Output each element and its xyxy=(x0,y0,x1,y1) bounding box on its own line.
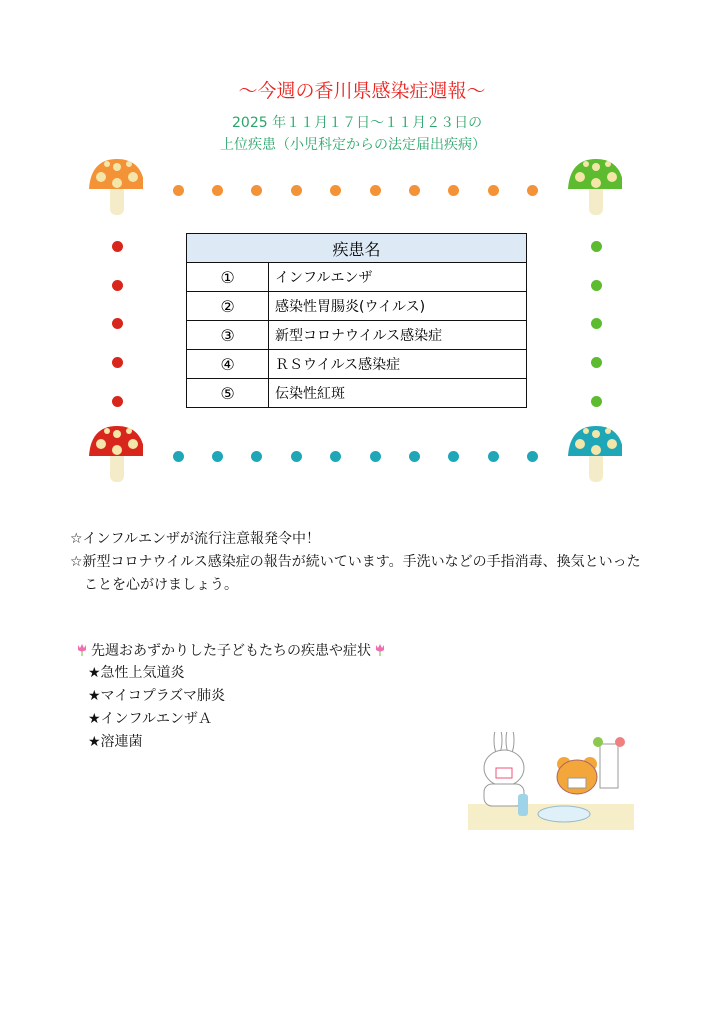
frame-dot xyxy=(591,241,602,252)
disease: 伝染性紅斑 xyxy=(269,379,527,408)
frame-dot xyxy=(591,396,602,407)
frame-dot xyxy=(409,185,420,196)
frame-dot xyxy=(591,318,602,329)
frame-dot xyxy=(173,185,184,196)
frame-dot xyxy=(409,451,420,462)
symptom-item: ★マイコプラズマ肺炎 xyxy=(88,688,226,704)
frame-dot xyxy=(291,451,302,462)
frame-dot xyxy=(591,280,602,291)
table-row xyxy=(187,321,527,350)
mushroom-icon xyxy=(87,424,143,484)
tulip-icon xyxy=(374,643,386,657)
frame-dot xyxy=(291,185,302,196)
frame-dot xyxy=(448,451,459,462)
notice-influenza: ☆インフルエンザが流行注意報発令中！ xyxy=(70,531,320,547)
frame-dot xyxy=(330,451,341,462)
frame-dot xyxy=(212,185,223,196)
frame-dot xyxy=(112,318,123,329)
table-row xyxy=(187,350,527,379)
frame-dot xyxy=(488,451,499,462)
frame-dot xyxy=(591,357,602,368)
frame-dot xyxy=(251,451,262,462)
frame-dot xyxy=(488,185,499,196)
disease-ranking-table xyxy=(186,233,527,408)
disease: インフルエンザ xyxy=(269,263,527,292)
table-row xyxy=(187,263,527,292)
rank: ② xyxy=(187,292,269,321)
tulip-icon xyxy=(76,643,88,657)
frame-dot xyxy=(173,451,184,462)
mushroom-icon xyxy=(87,157,143,217)
handwashing-illustration xyxy=(468,732,634,830)
frame-dot xyxy=(527,185,538,196)
frame-dot xyxy=(212,451,223,462)
frame-dot xyxy=(448,185,459,196)
section-title: 先週おあずかりした子どもたちの疾患や症状 xyxy=(91,643,371,659)
disease: ＲＳウイルス感染症 xyxy=(269,350,527,379)
disease: 感染性胃腸炎(ウイルス) xyxy=(269,292,527,321)
frame-dot xyxy=(112,280,123,291)
notice-covid: ☆新型コロナウイルス感染症の報告が続いています。手洗いなどの手指消毒、換気といった xyxy=(70,554,641,570)
symptom-item: ★溶連菌 xyxy=(88,734,143,750)
date-range: 2025 年１１月１７日～１１月２３日の xyxy=(232,115,483,131)
table-header: 疾患名 xyxy=(187,234,527,263)
symptom-item: ★急性上気道炎 xyxy=(88,665,185,681)
frame-dot xyxy=(251,185,262,196)
frame-dot xyxy=(112,241,123,252)
rank: ③ xyxy=(187,321,269,350)
frame-dot xyxy=(527,451,538,462)
frame-dot xyxy=(330,185,341,196)
frame-dot xyxy=(370,185,381,196)
subtitle: 上位疾患（小児科定からの法定届出疾病） xyxy=(220,137,486,153)
page-title: ～今週の香川県感染症週報～ xyxy=(238,80,486,102)
frame-dot xyxy=(112,357,123,368)
notice-covid-cont: ことを心がけましょう。 xyxy=(84,577,238,593)
mushroom-icon xyxy=(566,424,622,484)
mushroom-icon xyxy=(566,157,622,217)
table-row xyxy=(187,379,527,408)
rank: ⑤ xyxy=(187,379,269,408)
frame-dot xyxy=(370,451,381,462)
rank: ④ xyxy=(187,350,269,379)
rank: ① xyxy=(187,263,269,292)
symptom-item: ★インフルエンザＡ xyxy=(88,711,212,727)
disease: 新型コロナウイルス感染症 xyxy=(269,321,527,350)
section-heading xyxy=(76,640,386,660)
frame-dot xyxy=(112,396,123,407)
table-row xyxy=(187,292,527,321)
